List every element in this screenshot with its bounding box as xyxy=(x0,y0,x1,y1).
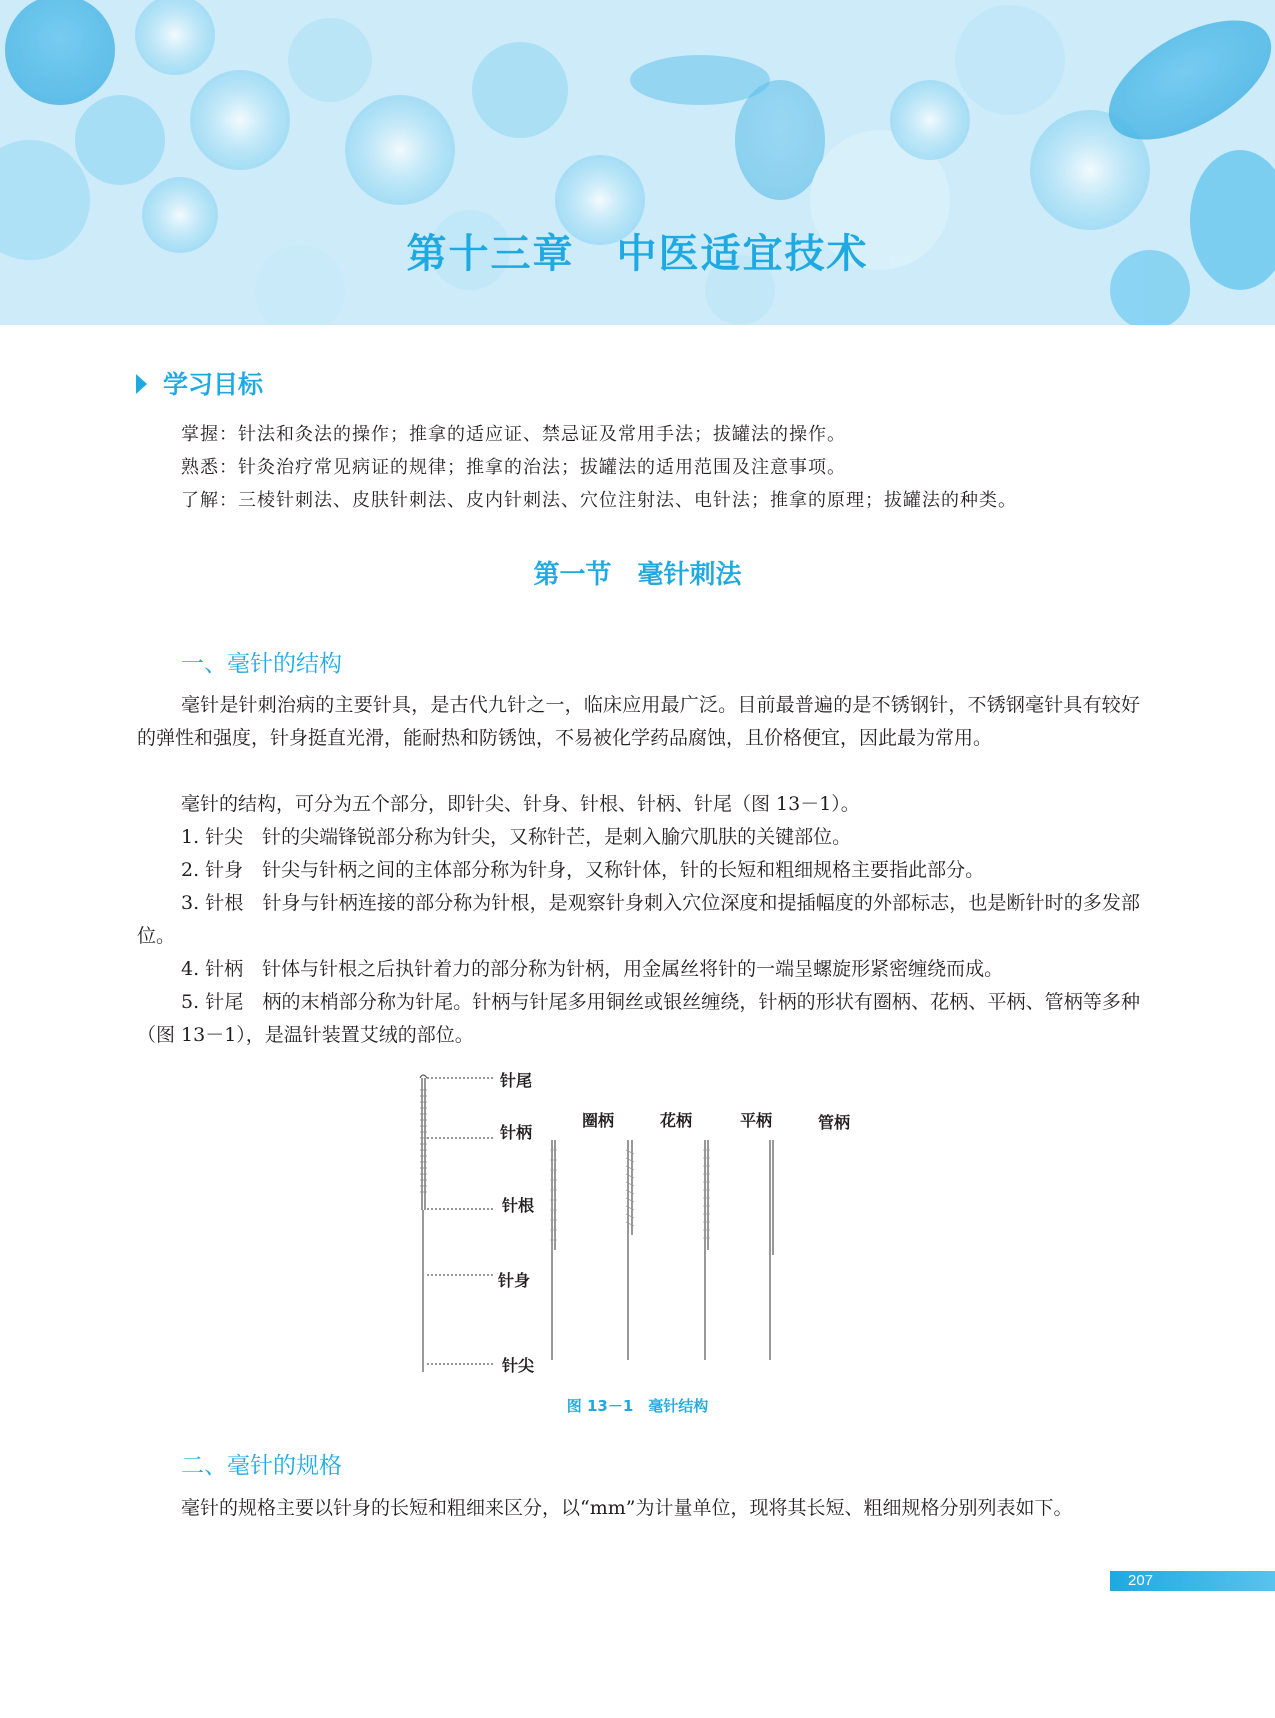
paragraph: 毫针是针刺治病的主要针具，是古代九针之一，临床应用最广泛。目前最普遍的是不锈钢针，不锈钢毫针具有较好的弹性和强度，针身挺直光滑，能耐热和防锈蚀，不易被化学药品腐蚀，且价格便宜，因此最为常用。 xyxy=(137,694,1140,749)
paragraph: 毫针的结构，可分为五个部分，即针尖、针身、针根、针柄、针尾（图 13－1）。 xyxy=(181,793,860,815)
label-needle-tip: 针尖 xyxy=(502,1356,535,1375)
handle-type-needles xyxy=(552,1140,773,1360)
chapter-title: 第十三章 中医适宜技术 xyxy=(406,231,869,277)
paragraph: 2. 针身 针尖与针柄之间的主体部分称为针身，又称针体，针的长短和粗细规格主要指此部分。 xyxy=(181,859,985,881)
figure-caption: 图 13－1 毫针结构 xyxy=(566,1397,709,1415)
label-flower-handle: 花柄 xyxy=(660,1111,693,1130)
paragraph: 毫针的规格主要以针身的长短和粗细来区分，以“mm”为计量单位，现将其长短、粗细规格分别列表如下。 xyxy=(181,1497,1073,1519)
label-ring-handle: 圈柄 xyxy=(582,1111,615,1130)
paragraph: 5. 针尾 柄的末梢部分称为针尾。针柄与针尾多用铜丝或银丝缠绕，针柄的形状有圈柄、花柄、平柄、管柄等多种（图 13－1），是温针装置艾绒的部位。 xyxy=(137,991,1140,1046)
section-title: 第一节 毫针刺法 xyxy=(533,560,742,590)
paragraph: 3. 针根 针身与针柄连接的部分称为针根，是观察针身刺入穴位深度和提插幅度的外部标志，也是断针时的多发部位。 xyxy=(137,892,1140,947)
paragraph: 1. 针尖 针的尖端锋锐部分称为针尖，又称针芒，是刺入腧穴肌肤的关键部位。 xyxy=(181,826,852,848)
triangle-bullet-icon xyxy=(136,374,147,394)
objectives-heading-text: 学习目标 xyxy=(163,370,264,399)
label-needle-root: 针根 xyxy=(502,1196,535,1215)
objective-line-master: 掌握：针法和灸法的操作；推拿的适应证、禁忌证及常用手法；拔罐法的操作。 xyxy=(181,424,846,445)
main-needle-drawing xyxy=(420,1075,427,1372)
label-needle-body: 针身 xyxy=(498,1271,531,1290)
objective-line-familiar: 熟悉：针灸治疗常见病证的规律；推拿的治法；拔罐法的适用范围及注意事项。 xyxy=(181,457,846,478)
label-needle-handle: 针柄 xyxy=(500,1123,533,1142)
label-flat-handle: 平柄 xyxy=(740,1111,773,1130)
label-needle-tail: 针尾 xyxy=(500,1071,533,1090)
needle-structure-figure xyxy=(400,1060,880,1390)
subheading-needle-specs: 二、毫针的规格 xyxy=(181,1453,342,1479)
paragraph: 4. 针柄 针体与针根之后执针着力的部分称为针柄，用金属丝将针的一端呈螺旋形紧密缠绕而成。 xyxy=(181,958,1004,980)
objective-line-understand: 了解：三棱针刺法、皮肤针刺法、皮内针刺法、穴位注射法、电针法；推拿的原理；拔罐法的种类。 xyxy=(181,490,1017,511)
label-tube-handle: 管柄 xyxy=(818,1113,851,1132)
subheading-needle-structure: 一、毫针的结构 xyxy=(181,651,342,677)
chapter-banner xyxy=(0,0,1275,325)
learning-objectives-heading xyxy=(136,365,263,401)
page-number: 207 xyxy=(1128,1572,1154,1589)
